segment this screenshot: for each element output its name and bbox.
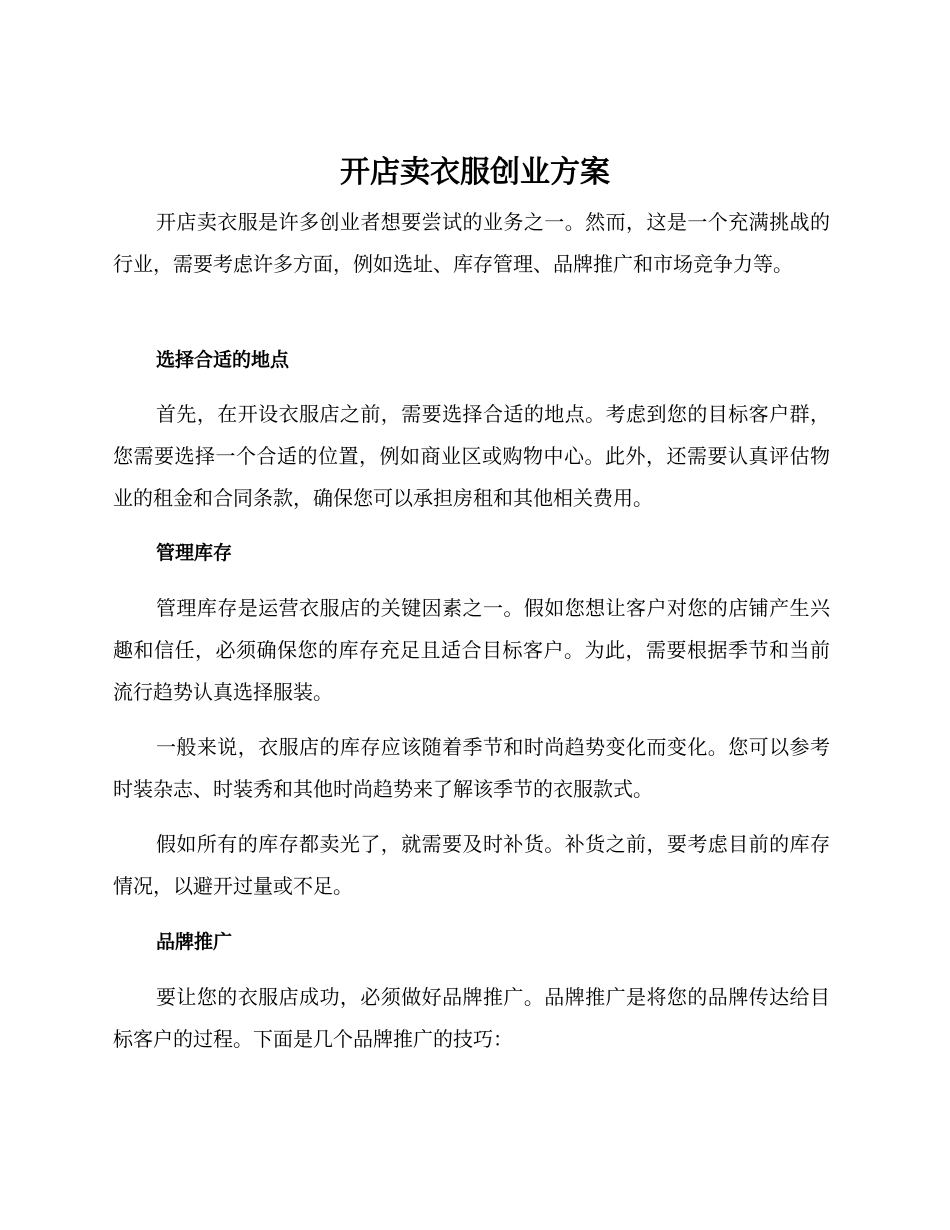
section-heading-location: 选择合适的地点 xyxy=(156,349,290,371)
intro-paragraph: 开店卖衣服是许多创业者想要尝试的业务之一。然而，这是一个充满挑战的行业，需要考虑许多方面，例如选址、库存管理、品牌推广和市场竞争力等。 xyxy=(113,210,830,276)
inventory-paragraph-3: 假如所有的库存都卖光了，就需要及时补货。补货之前，要考虑目前的库存情况，以避开过量或不足。 xyxy=(113,832,830,898)
branding-paragraph: 要让您的衣服店成功，必须做好品牌推广。品牌推广是将您的品牌传达给目标客户的过程。下面是几个品牌推广的技巧： xyxy=(113,985,830,1051)
section-heading-inventory: 管理库存 xyxy=(156,542,233,564)
inventory-paragraph-2: 一般来说，衣服店的库存应该随着季节和时尚趋势变化而变化。您可以参考时装杂志、时装秀和其他时尚趋势来了解该季节的衣服款式。 xyxy=(113,735,830,801)
inventory-paragraph-1: 管理库存是运营衣服店的关键因素之一。假如您想让客户对您的店铺产生兴趣和信任，必须确保您的库存充足且适合目标客户。为此，需要根据季节和当前流行趋势认真选择服装。 xyxy=(113,596,830,704)
location-paragraph: 首先，在开设衣服店之前，需要选择合适的地点。考虑到您的目标客户群，您需要选择一个合适的位置，例如商业区或购物中心。此外，还需要认真评估物业的租金和合同条款，确保您可以承担房租和其他相关费用。 xyxy=(113,402,830,510)
section-heading-branding: 品牌推广 xyxy=(156,931,233,953)
document-title: 开店卖衣服创业方案 xyxy=(340,155,610,190)
